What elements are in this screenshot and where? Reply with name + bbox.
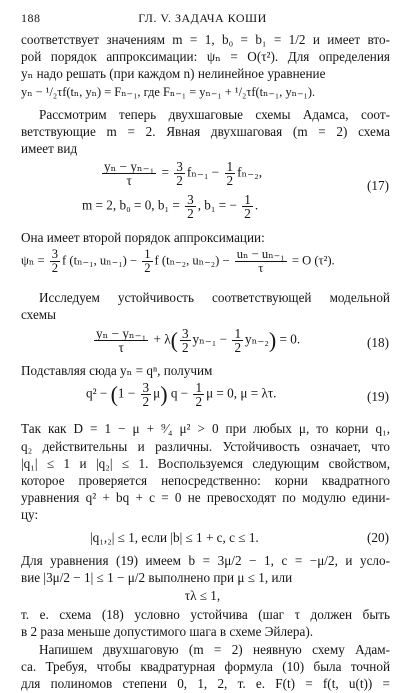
text-line: имеет вид (21, 141, 78, 156)
text-line: са. Требуя, чтобы квадратурная формула (10) была точной (21, 659, 390, 674)
text-line: схемы (21, 307, 57, 322)
inequality-line: τλ ≤ 1, (184, 588, 221, 603)
equation-18: $\frac{\text{yₙ − yₙ₋₁}}{\tau}$ + λ( $\frac{3}{2}$ yₙ₋₁ − $\frac{1}{2}$ yₙ₋₂) = 0. (96, 326, 301, 355)
fraction: $\frac{1}{2}$ (195, 380, 203, 409)
text-line: которое проверяется непосредственно: корни квадратного (21, 473, 390, 488)
text-line: q₂ действительны и различны. Устойчивость означает, что (21, 439, 390, 454)
fraction: $\frac{1}{2}$ (226, 159, 234, 188)
text-line: рой порядок аппроксимации: ψₙ = O(τ²). Для определения (21, 49, 390, 64)
text-line: Она имеет второй порядок аппроксимации: (21, 230, 265, 245)
equation-17-line1: $\frac{\text{yₙ − yₙ₋₁}}{\tau}$ = $\frac{3}{2}$ fₙ₋₁ − $\frac{1}{2}$ fₙ₋₂, (104, 159, 263, 188)
text-line: в 2 раза меньше допустимого шага в схеме Эйлера). (21, 624, 314, 639)
fraction: $\frac{\text{yₙ − yₙ₋₁}}{\tau}$ (96, 326, 147, 355)
running-title: ГЛ. V. ЗАДАЧА КОШИ (138, 11, 267, 25)
text-line: Рассмотрим теперь двухшаговые схемы Адамса, соот- (39, 107, 390, 122)
equation-number-18: (18) (367, 335, 389, 350)
fraction: $\frac{\text{uₙ − uₙ₋₁}}{\tau}$ (236, 247, 285, 275)
text-line: |q₁| ≤ 1 и |q₂| ≤ 1. Воспользуемся следующим свойством, (21, 456, 390, 471)
equation-20: |q₁,₂| ≤ 1, если |b| ≤ 1 + c, c ≤ 1. (90, 530, 259, 545)
text-line: Так как D = 1 − μ + ⁹⁄₄ μ² > 0 при любых μ, то корни q₁, (21, 421, 390, 436)
fraction: $\frac{3}{2}$ (176, 159, 183, 188)
text-line: т. е. схема (18) условно устойчива (шаг τ должен быть (21, 607, 390, 622)
page-number: 188 (21, 11, 41, 25)
equation-19: q² − (1 − $\frac{3}{2}$ μ) q − $\frac{1}{2}$ μ = 0, μ = λτ. (86, 380, 277, 409)
equation-number-20: (20) (367, 530, 389, 545)
text-line: Напишем двухшаговую (m = 2) неявную схему Адам- (39, 642, 390, 657)
text-line: уравнения q² + bq + c = 0 не превосходят по модулю едини- (21, 490, 390, 505)
fraction: $\frac{3}{2}$ (187, 192, 194, 221)
fraction: $\frac{1}{2}$ (144, 247, 151, 275)
equation-17-line2: m = 2, b₀ = 0, b₁ = $\frac{3}{2}$ , b₁ = − $\frac{1}{2}$ . (82, 192, 259, 221)
text-line: Для уравнения (19) имеем b = 3μ/2 − 1, c = −μ/2, и усло- (21, 553, 390, 568)
text-line: соответствует значениям m = 1, b₀ = b₁ = 1/2 и имеет вто- (21, 32, 390, 47)
fraction: $\frac{\text{yₙ − yₙ₋₁}}{\tau}$ (104, 159, 155, 188)
fraction: $\frac{3}{2}$ (181, 326, 189, 355)
formula-line: yₙ − ¹/₂τf(tₙ, yₙ) = Fₙ₋₁, где Fₙ₋₁ = yₙ₋₁ + ¹/₂τf(tₙ₋₁, yₙ₋₁). (21, 85, 316, 99)
text-line: yₙ надо решать (при каждом n) нелинейное уравнение (21, 66, 326, 81)
text-line: Подставляя сюда yₙ = qⁿ, получим (21, 363, 213, 378)
fraction: $\frac{3}{2}$ (51, 247, 59, 275)
fraction: $\frac{1}{2}$ (234, 326, 242, 355)
equation-number-17: (17) (367, 178, 389, 193)
text-line: ветствующие m = 2. Явная двухшаговая (m = 2) схема (21, 124, 390, 139)
psi-formula: ψₙ = $\frac{3}{2}$ f (tₙ₋₁, uₙ₋₁) − $\frac{1}{2}$ f (tₙ₋₂, uₙ₋₂) − $\frac{\text{uₙ − uₙ₋₁}}{\tau}$ = O (τ²). (21, 247, 335, 275)
fraction: $\frac{3}{2}$ (142, 380, 150, 409)
equation-number-19: (19) (367, 389, 389, 404)
text-line: цу: (21, 507, 39, 522)
text-line: Исследуем устойчивость соответствующей модельной (39, 290, 390, 305)
text-line: для полиномов степени 0, 1, 2, т. е. F(t) = f(t, u(t)) = (21, 676, 390, 691)
text-line: вие |3μ/2 − 1| ≤ 1 − μ/2 выполнено при μ ≤ 1, или (21, 570, 293, 585)
fraction: $\frac{1}{2}$ (244, 192, 251, 221)
